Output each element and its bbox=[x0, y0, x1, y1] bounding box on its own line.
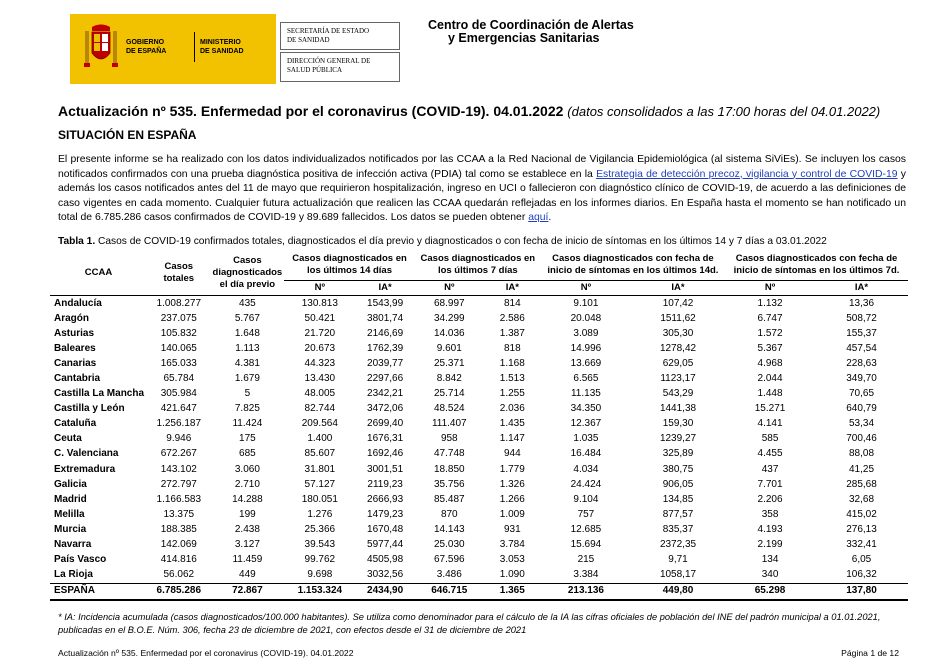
value-cell: 877,57 bbox=[662, 508, 694, 520]
value-cell: 1278,42 bbox=[659, 342, 697, 354]
value-cell: 111.407 bbox=[431, 418, 467, 430]
value-cell: 1.326 bbox=[499, 478, 525, 490]
value-cell: 39.543 bbox=[304, 539, 336, 551]
value-cell: 685 bbox=[239, 448, 256, 460]
value-cell: 944 bbox=[503, 448, 521, 460]
value-cell: 1479,23 bbox=[367, 508, 404, 520]
value-cell: 1441,38 bbox=[659, 403, 697, 415]
value-cell: 3.127 bbox=[234, 539, 260, 551]
value-cell: 1.090 bbox=[499, 569, 525, 581]
value-cell: 870 bbox=[440, 508, 458, 520]
value-cell: 3001,51 bbox=[367, 463, 404, 475]
centro-title: Centro de Coordinación de Alertas y Emergencias Sanitarias bbox=[428, 18, 634, 45]
value-cell: 199 bbox=[239, 508, 256, 520]
value-cell: 1.256.187 bbox=[156, 418, 202, 430]
value-cell: 415,02 bbox=[846, 508, 877, 520]
table-row bbox=[50, 356, 908, 371]
intro-paragraph: El presente informe se ha realizado con los datos individualizados notificados por las CCAA a la Red Nacional de Vigilancia Epidemiológica (al sistema SiViEs). Se incluyen los casos notificados confirmados con una prueba diagnóstica positiva de infección activa (PDIA) tal como se establece en la Estrategia de detección precoz, vigilancia y control de COVID-19 y además los casos notificados antes del 11 de mayo que requirieron hospitalización, ingreso en UCI o fallecieron con diagnóstico clínico de COVID-19, de acuerdo a las definiciones de caso vigentes en cada momento. Cualquier futura actualización que realicen las CCAA quedarán reflejadas en los informes diarios. En España hasta el momento se han notificado un total de 6.785.286 casos confirmados de COVID-19 y 89.689 fallecidos. Los datos se pueden obtener aquí. bbox=[58, 154, 906, 224]
estrategia-link[interactable]: Estrategia de detección precoz, vigilancia y control de COVID-19 bbox=[596, 168, 898, 180]
value-cell: 16.484 bbox=[570, 448, 602, 460]
value-cell: 9.946 bbox=[166, 433, 192, 445]
value-cell: 3.486 bbox=[436, 569, 462, 581]
value-cell: 25.371 bbox=[433, 357, 465, 369]
ccaa-cell: Cataluña bbox=[54, 418, 97, 430]
value-cell: 31.801 bbox=[304, 463, 336, 475]
value-cell: 2.206 bbox=[757, 493, 783, 505]
value-cell: 130.813 bbox=[301, 297, 338, 309]
title-main: Actualización nº 535. Enfermedad por el coronavirus (COVID-19). 04.01.2022 bbox=[58, 103, 564, 119]
value-cell: 272.797 bbox=[160, 478, 197, 490]
table-row bbox=[50, 492, 908, 507]
value-cell: 41,25 bbox=[849, 463, 875, 475]
value-cell: 276,13 bbox=[846, 523, 877, 535]
government-logo bbox=[70, 14, 276, 84]
value-cell: 2342,21 bbox=[367, 388, 404, 400]
table-row bbox=[50, 568, 908, 584]
value-cell: 5 bbox=[244, 388, 251, 400]
value-cell: 12.367 bbox=[570, 418, 602, 430]
table-row bbox=[50, 507, 908, 522]
ccaa-cell: Cantabria bbox=[54, 373, 101, 385]
value-cell: 106,32 bbox=[846, 569, 877, 581]
value-cell: 449 bbox=[239, 569, 256, 581]
title-sub: (datos consolidados a las 17:00 horas del 04.01.2022) bbox=[567, 104, 881, 119]
ccaa-cell: C. Valenciana bbox=[54, 448, 119, 460]
header-sint-14d: Casos diagnosticados con fecha de inicio de síntomas en los últimos 14d. bbox=[541, 250, 725, 281]
value-cell: 5977,44 bbox=[367, 539, 404, 551]
ccaa-cell: Galicia bbox=[54, 478, 87, 490]
value-cell: 2039,77 bbox=[367, 357, 404, 369]
value-cell: 2666,93 bbox=[367, 493, 404, 505]
value-cell: 209.564 bbox=[301, 418, 338, 430]
value-cell: 9.698 bbox=[307, 569, 333, 581]
value-cell: 188.385 bbox=[160, 523, 197, 535]
value-cell: 85.607 bbox=[304, 448, 336, 460]
value-cell: 180.051 bbox=[301, 493, 338, 505]
value-cell: 24.424 bbox=[570, 478, 602, 490]
value-cell: 3.384 bbox=[573, 569, 599, 581]
value-cell: 6.785.286 bbox=[147, 583, 211, 600]
value-cell: 6.565 bbox=[573, 373, 599, 385]
value-cell: 9.601 bbox=[436, 342, 462, 354]
value-cell: 9.101 bbox=[573, 297, 599, 309]
value-cell: 4.381 bbox=[234, 357, 260, 369]
value-cell: 2.586 bbox=[499, 312, 525, 324]
value-cell: 325,89 bbox=[662, 448, 694, 460]
value-cell: 1.168 bbox=[499, 357, 525, 369]
value-cell: 2.044 bbox=[757, 373, 783, 385]
value-cell: 4505,98 bbox=[367, 554, 404, 566]
value-cell: 57.127 bbox=[304, 478, 336, 490]
value-cell: 14.288 bbox=[232, 493, 263, 505]
value-cell: 2.438 bbox=[234, 523, 260, 535]
value-cell: 931 bbox=[503, 523, 521, 535]
table-body bbox=[50, 296, 908, 600]
table-row bbox=[50, 417, 908, 432]
ccaa-cell: País Vasco bbox=[54, 554, 107, 566]
value-cell: 48.005 bbox=[304, 388, 336, 400]
value-cell: 1.153.324 bbox=[284, 583, 355, 600]
secretaria-box: SECRETARÍA DE ESTADO DE SANIDAD bbox=[280, 22, 400, 50]
value-cell: 958 bbox=[440, 433, 458, 445]
value-cell: 2146,69 bbox=[367, 327, 404, 339]
header-7d: Casos diagnosticados en los últimos 7 días bbox=[415, 250, 541, 281]
ccaa-cell: Murcia bbox=[54, 523, 87, 535]
value-cell: 349,70 bbox=[846, 373, 877, 385]
value-cell: 11.459 bbox=[232, 554, 263, 566]
value-cell: 9,71 bbox=[668, 554, 688, 566]
value-cell: 18.850 bbox=[433, 463, 465, 475]
value-cell: 380,75 bbox=[662, 463, 694, 475]
ccaa-cell: Castilla y León bbox=[54, 403, 125, 415]
ccaa-cell: Baleares bbox=[54, 342, 96, 354]
header-total: Casos totales bbox=[163, 260, 195, 284]
value-cell: 1.572 bbox=[757, 327, 783, 339]
ccaa-cell: Castilla La Mancha bbox=[54, 388, 145, 400]
report-title bbox=[58, 103, 918, 119]
value-cell: 237.075 bbox=[160, 312, 197, 324]
value-cell: 143.102 bbox=[160, 463, 197, 475]
value-cell: 13.375 bbox=[163, 508, 195, 520]
value-cell: 56.062 bbox=[163, 569, 195, 581]
value-cell: 20.048 bbox=[570, 312, 602, 324]
ccaa-cell: Extremadura bbox=[54, 463, 116, 475]
value-cell: 14.996 bbox=[570, 342, 602, 354]
datos-link[interactable]: aquí bbox=[528, 212, 549, 224]
value-cell: 3.784 bbox=[499, 539, 525, 551]
section-heading: SITUACIÓN EN ESPAÑA bbox=[58, 128, 197, 142]
value-cell: 2.036 bbox=[499, 403, 525, 415]
value-cell: 2699,40 bbox=[367, 418, 404, 430]
header-n: Nº bbox=[580, 282, 592, 293]
value-cell: 585 bbox=[761, 433, 779, 445]
value-cell: 1511,62 bbox=[660, 312, 696, 324]
value-cell: 14.036 bbox=[433, 327, 465, 339]
value-cell: 11.424 bbox=[232, 418, 263, 430]
value-cell: 175 bbox=[239, 433, 256, 445]
value-cell: 7.701 bbox=[757, 478, 783, 490]
value-cell: 9.104 bbox=[573, 493, 599, 505]
ccaa-cell: ESPAÑA bbox=[50, 583, 147, 600]
value-cell: 543,29 bbox=[662, 388, 694, 400]
table-row bbox=[50, 326, 908, 341]
value-cell: 4.455 bbox=[757, 448, 783, 460]
value-cell: 12.685 bbox=[570, 523, 602, 535]
value-cell: 1.132 bbox=[757, 297, 783, 309]
covid-cases-table bbox=[50, 250, 908, 601]
table-row bbox=[50, 522, 908, 537]
value-cell: 21.720 bbox=[304, 327, 336, 339]
value-cell: 34.350 bbox=[570, 403, 602, 415]
ccaa-cell: Asturias bbox=[54, 327, 95, 339]
header-n: Nº bbox=[444, 282, 455, 293]
ccaa-cell: Madrid bbox=[54, 493, 87, 505]
header-ia: IA* bbox=[505, 282, 519, 293]
value-cell: 4.141 bbox=[757, 418, 783, 430]
value-cell: 508,72 bbox=[846, 312, 877, 324]
header-ia: IA* bbox=[378, 282, 392, 293]
header-n: Nº bbox=[764, 282, 776, 293]
value-cell: 72.867 bbox=[211, 583, 285, 600]
value-cell: 3.089 bbox=[573, 327, 599, 339]
value-cell: 35.756 bbox=[433, 478, 465, 490]
value-cell: 20.673 bbox=[304, 342, 336, 354]
value-cell: 4.193 bbox=[757, 523, 783, 535]
footnote: * IA: Incidencia acumulada (casos diagnosticados/100.000 habitantes). Se utiliza como denominador para el cálculo de la IA las cifras oficiales de población del INE del padrón municipal a 01.01.2021, publicadas en el B.O.E. Núm. 306, fecha 23 de diciembre de 2021, con efectos desde el 31 de diciembre de 2021 bbox=[58, 612, 881, 635]
value-cell: 818 bbox=[503, 342, 521, 354]
value-cell: 142.069 bbox=[160, 539, 197, 551]
value-cell: 5.767 bbox=[234, 312, 260, 324]
table-row bbox=[50, 553, 908, 568]
ccaa-cell: Ceuta bbox=[54, 433, 82, 445]
value-cell: 99.762 bbox=[304, 554, 336, 566]
value-cell: 457,54 bbox=[846, 342, 877, 354]
value-cell: 2.199 bbox=[757, 539, 783, 551]
value-cell: 11.135 bbox=[570, 388, 601, 400]
value-cell: 1123,17 bbox=[660, 373, 696, 385]
value-cell: 285,68 bbox=[846, 478, 877, 490]
value-cell: 414.816 bbox=[160, 554, 197, 566]
value-cell: 1.365 bbox=[484, 583, 541, 600]
value-cell: 358 bbox=[761, 508, 779, 520]
value-cell: 48.524 bbox=[433, 403, 465, 415]
value-cell: 1.448 bbox=[757, 388, 783, 400]
value-cell: 1.648 bbox=[234, 327, 260, 339]
ministerio-label: MINISTERIO DE SANIDAD bbox=[200, 39, 244, 55]
value-cell: 435 bbox=[239, 297, 256, 309]
ccaa-cell: Andalucía bbox=[54, 297, 102, 309]
value-cell: 421.647 bbox=[160, 403, 197, 415]
header-14d: Casos diagnosticados en los últimos 14 días bbox=[284, 250, 415, 281]
value-cell: 2434,90 bbox=[355, 583, 414, 600]
value-cell: 140.065 bbox=[160, 342, 197, 354]
value-cell: 305,30 bbox=[662, 327, 694, 339]
table-row bbox=[50, 477, 908, 492]
value-cell: 1692,46 bbox=[367, 448, 404, 460]
value-cell: 65.784 bbox=[163, 373, 195, 385]
value-cell: 1.679 bbox=[234, 373, 260, 385]
value-cell: 629,05 bbox=[662, 357, 694, 369]
value-cell: 8.842 bbox=[436, 373, 462, 385]
value-cell: 646.715 bbox=[415, 583, 484, 600]
value-cell: 134 bbox=[761, 554, 779, 566]
value-cell: 50.421 bbox=[304, 312, 336, 324]
value-cell: 32,68 bbox=[849, 493, 875, 505]
value-cell: 4.968 bbox=[757, 357, 783, 369]
value-cell: 1.266 bbox=[499, 493, 525, 505]
logo-divider bbox=[194, 32, 195, 62]
value-cell: 1.400 bbox=[307, 433, 333, 445]
header-ia: IA* bbox=[854, 282, 869, 293]
coat-of-arms-icon bbox=[84, 23, 118, 73]
header-n: Nº bbox=[314, 282, 325, 293]
value-cell: 3801,74 bbox=[367, 312, 404, 324]
value-cell: 6.747 bbox=[757, 312, 783, 324]
table-row bbox=[50, 447, 908, 462]
header-ccaa: CCAA bbox=[84, 266, 113, 278]
page-number: Página 1 de 12 bbox=[841, 648, 899, 658]
value-cell: 159,30 bbox=[662, 418, 694, 430]
value-cell: 137,80 bbox=[815, 583, 908, 600]
value-cell: 155,37 bbox=[846, 327, 877, 339]
value-cell: 65.298 bbox=[725, 583, 815, 600]
value-cell: 1.113 bbox=[235, 342, 260, 354]
table-row bbox=[50, 462, 908, 477]
table-row bbox=[50, 402, 908, 417]
value-cell: 13.430 bbox=[304, 373, 336, 385]
table-row bbox=[50, 432, 908, 447]
value-cell: 15.694 bbox=[570, 539, 602, 551]
value-cell: 3032,56 bbox=[367, 569, 404, 581]
value-cell: 835,37 bbox=[662, 523, 694, 535]
gobierno-label: GOBIERNO DE ESPAÑA bbox=[126, 39, 167, 55]
value-cell: 332,41 bbox=[846, 539, 877, 551]
value-cell: 2119,23 bbox=[367, 478, 403, 490]
value-cell: 305.984 bbox=[160, 388, 197, 400]
value-cell: 3.053 bbox=[499, 554, 525, 566]
value-cell: 34.299 bbox=[433, 312, 465, 324]
value-cell: 85.487 bbox=[433, 493, 465, 505]
table-row bbox=[50, 538, 908, 553]
value-cell: 215 bbox=[577, 554, 595, 566]
value-cell: 1.387 bbox=[499, 327, 525, 339]
value-cell: 906,05 bbox=[662, 478, 694, 490]
value-cell: 3.060 bbox=[234, 463, 260, 475]
ccaa-cell: Aragón bbox=[54, 312, 89, 324]
ccaa-cell: Canarias bbox=[54, 357, 97, 369]
value-cell: 2.710 bbox=[234, 478, 260, 490]
table-row bbox=[50, 296, 908, 312]
header-sint-7d: Casos diagnosticados con fecha de inicio de síntomas en los últimos 7d. bbox=[725, 250, 908, 281]
value-cell: 1.513 bbox=[499, 373, 525, 385]
value-cell: 25.366 bbox=[304, 523, 336, 535]
value-cell: 4.034 bbox=[573, 463, 599, 475]
value-cell: 14.143 bbox=[433, 523, 465, 535]
table-total-row bbox=[50, 583, 908, 600]
value-cell: 757 bbox=[577, 508, 595, 520]
value-cell: 2297,66 bbox=[367, 373, 404, 385]
value-cell: 165.033 bbox=[160, 357, 197, 369]
value-cell: 1.435 bbox=[499, 418, 525, 430]
value-cell: 105.832 bbox=[160, 327, 197, 339]
value-cell: 1.779 bbox=[499, 463, 525, 475]
value-cell: 814 bbox=[503, 297, 521, 309]
value-cell: 1.147 bbox=[499, 433, 525, 445]
value-cell: 228,63 bbox=[846, 357, 877, 369]
footer-left: Actualización nº 535. Enfermedad por el coronavirus (COVID-19). 04.01.2022 bbox=[58, 648, 354, 658]
value-cell: 25.714 bbox=[433, 388, 465, 400]
value-cell: 15.271 bbox=[754, 403, 786, 415]
header-previo: Casos diagnosticados el día previo bbox=[212, 254, 283, 290]
value-cell: 1676,31 bbox=[367, 433, 404, 445]
value-cell: 672.267 bbox=[160, 448, 197, 460]
report-header bbox=[70, 14, 870, 86]
value-cell: 213.136 bbox=[541, 583, 631, 600]
value-cell: 82.744 bbox=[304, 403, 336, 415]
value-cell: 1.255 bbox=[499, 388, 525, 400]
value-cell: 1058,17 bbox=[659, 569, 697, 581]
header-ia: IA* bbox=[671, 282, 685, 293]
direccion-box: DIRECCIÓN GENERAL DE SALUD PÚBLICA bbox=[280, 52, 400, 82]
value-cell: 640,79 bbox=[846, 403, 877, 415]
value-cell: 1.008.277 bbox=[156, 297, 202, 309]
value-cell: 340 bbox=[761, 569, 779, 581]
value-cell: 1.166.583 bbox=[156, 493, 202, 505]
ccaa-cell: Melilla bbox=[54, 508, 85, 520]
value-cell: 70,65 bbox=[849, 388, 875, 400]
value-cell: 6,05 bbox=[851, 554, 872, 566]
table-row bbox=[50, 341, 908, 356]
value-cell: 47.748 bbox=[433, 448, 465, 460]
value-cell: 67.596 bbox=[433, 554, 465, 566]
value-cell: 25.030 bbox=[433, 539, 465, 551]
ccaa-cell: La Rioja bbox=[54, 569, 93, 581]
value-cell: 53,34 bbox=[849, 418, 875, 430]
value-cell: 13,36 bbox=[849, 297, 875, 309]
value-cell: 44.323 bbox=[304, 357, 336, 369]
table-row bbox=[50, 387, 908, 402]
value-cell: 1.035 bbox=[573, 433, 599, 445]
value-cell: 107,42 bbox=[662, 297, 694, 309]
table-row bbox=[50, 371, 908, 386]
value-cell: 1543,99 bbox=[367, 297, 404, 309]
table-caption: Tabla 1. Casos de COVID-19 confirmados totales, diagnosticados el día previo y diagnosticados o con fecha de inicio de síntomas en los últimos 14 y 7 días a 03.01.2022 bbox=[58, 236, 827, 247]
value-cell: 1239,27 bbox=[659, 433, 697, 445]
value-cell: 13.669 bbox=[570, 357, 602, 369]
table-row bbox=[50, 311, 908, 326]
value-cell: 1762,39 bbox=[367, 342, 404, 354]
value-cell: 1.276 bbox=[307, 508, 333, 520]
value-cell: 134,85 bbox=[662, 493, 694, 505]
value-cell: 700,46 bbox=[846, 433, 877, 445]
value-cell: 88,08 bbox=[849, 448, 875, 460]
value-cell: 437 bbox=[761, 463, 779, 475]
value-cell: 7.825 bbox=[234, 403, 260, 415]
value-cell: 1.009 bbox=[499, 508, 525, 520]
value-cell: 68.997 bbox=[433, 297, 465, 309]
value-cell: 449,80 bbox=[631, 583, 725, 600]
value-cell: 1670,48 bbox=[367, 523, 404, 535]
value-cell: 3472,06 bbox=[367, 403, 404, 415]
value-cell: 5.367 bbox=[757, 342, 783, 354]
value-cell: 2372,35 bbox=[659, 539, 697, 551]
ccaa-cell: Navarra bbox=[54, 539, 92, 551]
